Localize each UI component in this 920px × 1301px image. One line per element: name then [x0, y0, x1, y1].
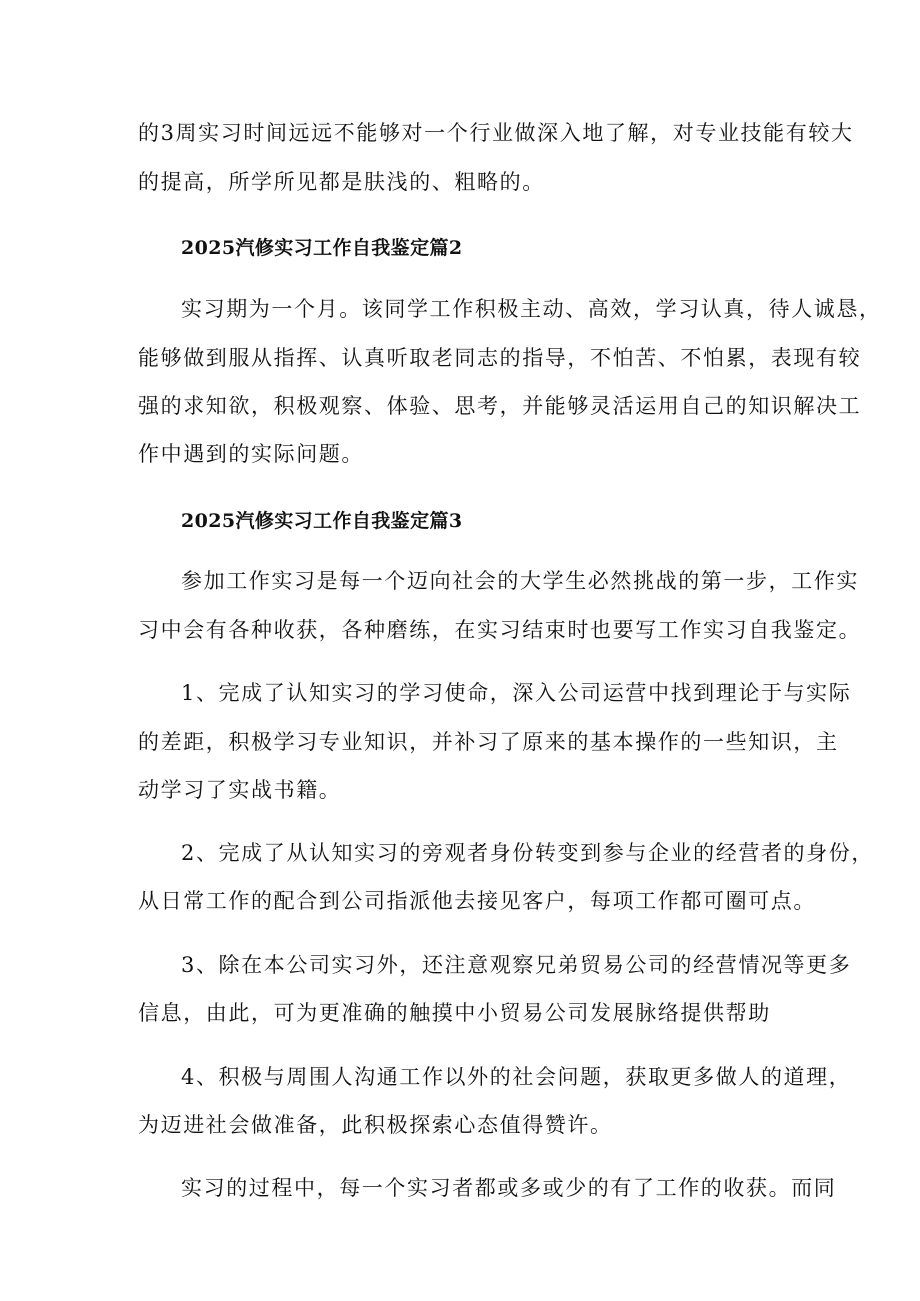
section-heading-2: 2025汽修实习工作自我鉴定篇2 — [181, 237, 463, 259]
list-item-line: 的差距，积极学习专业知识，并补习了原来的基本操作的一些知识，主 — [138, 730, 839, 754]
paragraph-line: 作中遇到的实际问题。 — [138, 442, 364, 466]
paragraph-line: 参加工作实习是每一个迈向社会的大学生必然挑战的第一步，工作实 — [181, 569, 859, 593]
list-item-line: 为迈进社会做准备，此积极探索心态值得赞许。 — [138, 1113, 613, 1137]
paragraph-line: 习中会有各种收获，各种磨练，在实习结束时也要写工作实习自我鉴定。 — [138, 618, 862, 642]
list-item-line: 3、除在本公司实习外，还注意观察兄弟贸易公司的经营情况等更多 — [181, 953, 852, 977]
section-heading-3: 2025汽修实习工作自我鉴定篇3 — [181, 510, 463, 532]
list-item-line: 2、完成了从认知实习的旁观者身份转变到参与企业的经营者的身份， — [181, 841, 874, 865]
paragraph-line: 的提高，所学所见都是肤浅的、粗略的。 — [138, 170, 545, 194]
list-item-line: 4、积极与周围人沟通工作以外的社会问题，获取更多做人的道理， — [181, 1065, 852, 1089]
paragraph-line: 强的求知欲，积极观察、体验、思考，并能够灵活运用自己的知识解决工 — [138, 394, 862, 418]
list-item-line: 1、完成了认知实习的学习使命，深入公司运营中找到理论于与实际 — [181, 681, 852, 705]
paragraph-line: 实习期为一个月。该同学工作积极主动、高效，学习认真，待人诚恳， — [181, 297, 882, 321]
list-item-line: 动学习了实战书籍。 — [138, 778, 342, 802]
paragraph-line: 实习的过程中，每一个实习者都或多或少的有了工作的收获。而同 — [181, 1176, 837, 1200]
list-item-line: 信息，由此，可为更准确的触摸中小贸易公司发展脉络提供帮助 — [138, 1001, 771, 1025]
paragraph-line: 的3周实习时间远远不能够对一个行业做深入地了解，对专业技能有较大 — [138, 121, 854, 145]
list-item-line: 从日常工作的配合到公司指派他去接见客户，每项工作都可圈可点。 — [138, 889, 816, 913]
paragraph-line: 能够做到服从指挥、认真听取老同志的指导，不怕苦、不怕累，表现有较 — [138, 346, 862, 370]
